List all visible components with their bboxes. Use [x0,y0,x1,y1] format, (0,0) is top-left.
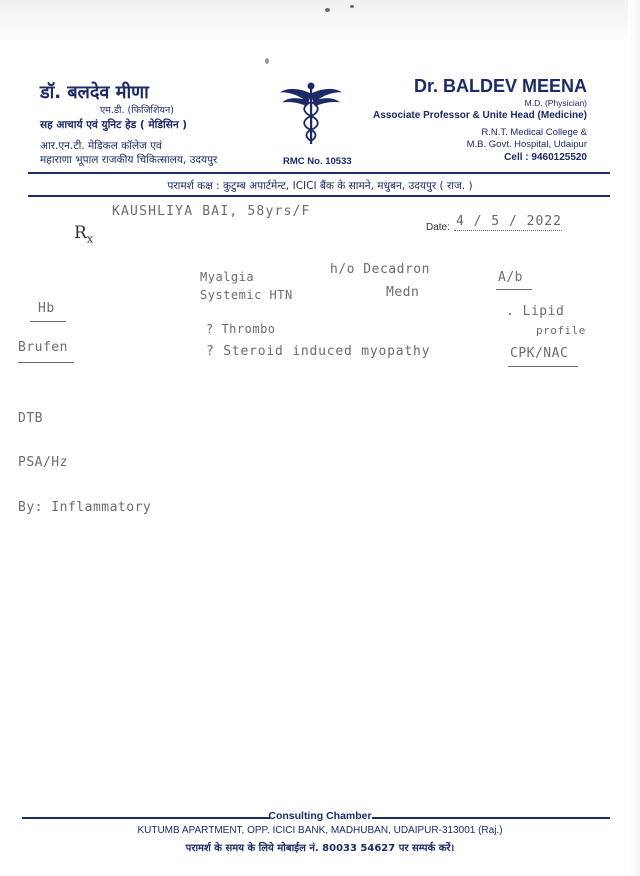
patient-details: KAUSHLIYA BAI, 58yrs/F [112,204,311,219]
note-brufen: Brufen [18,340,68,355]
scan-shadow-top [0,0,640,44]
doctor-degree-hindi: एम.डी. (फिजिशियन) [100,105,174,116]
footer-address: KUTUMB APARTMENT, OPP. ICICI BANK, MADHUBAN, UDAIPUR-313001 (Raj.) [137,825,503,836]
doctor-designation-english: Associate Professor & Unite Head (Medicine) [373,110,587,121]
date-value: 4 / 5 / 2022 [456,214,562,229]
note-underline [496,289,532,290]
doctor-name-hindi: डॉ. बलदेव मीणा [40,82,149,103]
note-profile: profile [536,324,586,337]
scan-shadow-right [628,0,640,876]
doctor-name-english: Dr. BALDEV MEENA [413,76,587,96]
college-hindi: आर.एन.टी. मेडिकल कॉलेज एवं [40,140,162,152]
rmc-number: RMC No. 10533 [283,156,352,167]
caduceus-icon [280,80,342,146]
cell-number: Cell : 9460125520 [504,152,587,163]
note-systemic-htn: Systemic HTN [200,288,293,302]
consulting-address-hindi: परामर्श कक्ष : कुटुम्ब अपार्टमेन्ट, ICICI बैंक के सामने, मधुबन, उदयपुर ( राज. ) [167,180,473,192]
note-underline [30,321,66,322]
doctor-designation-hindi: सह आचार्य एवं युनिट हेड ( मेडिसिन ) [40,119,188,131]
date-label: Date: [426,222,450,233]
note-inflammatory: By: Inflammatory [18,500,152,515]
footer-rule-right [372,817,610,819]
note-myalgia: Myalgia [200,270,255,284]
hospital-hindi: महाराणा भूपाल राजकीय चिकित्सालय, उदयपुर [40,154,218,166]
note-hb: Hb [38,301,55,316]
scan-speck [265,58,269,64]
note-underline [508,366,578,367]
note-dtb: DTB [18,411,43,426]
note-ab: A/b [498,270,523,285]
scan-speck [350,5,354,8]
note-psa: PSA/Hz [18,455,68,470]
doctor-degree-english: M.D. (Physician) [524,98,587,108]
note-cpk: CPK/NAC [510,346,569,361]
footer-phone: परामर्श के समय के लिये मोबाईल नं. 80033 54627 पर सम्पर्क करें। [185,843,455,854]
footer-title: Consulting Chamber [268,810,372,822]
rx-symbol: $R_x$ [74,223,94,246]
scan-speck [325,8,330,12]
header-rule-bottom [28,195,610,197]
note-medn: Medn [386,285,420,300]
header-rule-top [28,172,610,174]
note-decadron: h/o Decadron [330,262,430,277]
college-english: R.N.T. Medical College & [481,127,587,138]
note-steroid-myopathy: ? Steroid induced myopathy [206,344,431,359]
note-lipid: . Lipid [506,304,565,319]
hospital-english: M.B. Govt. Hospital, Udaipur [466,139,587,150]
note-underline [18,362,74,363]
note-thrombo: ? Thrombo [206,322,276,336]
date-dotted-line [454,230,562,231]
